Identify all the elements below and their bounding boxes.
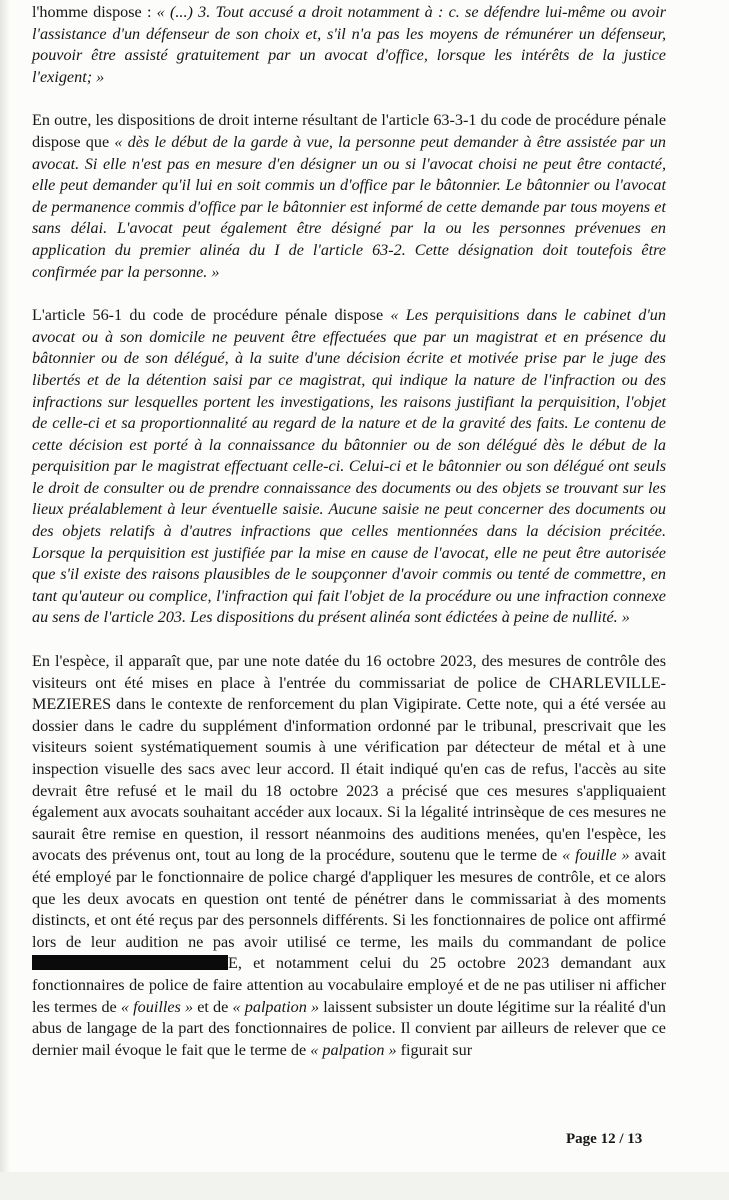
redacted-name — [32, 955, 228, 970]
document-body — [32, 2, 666, 1083]
page-edge-shadow — [0, 0, 10, 1200]
paragraph-text: avait été employé par le fonctionnaire de police chargé d'appliquer les mesures de contrôle, et ce alors que les deux avocats en question ont tenté de pénétrer dans le commissariat à des moments distincts, et ont été reçus par des personnels différents. Si les fonctionnaires de police ont affirmé lors de leur audition ne pas avoir utilisé ce terme, les mails du commandant de police — [32, 846, 666, 951]
quoted-term: « palpation » — [232, 997, 320, 1016]
paragraph-text: En l'espèce, il apparaît que, par une note datée du 16 octobre 2023, des mesures de contrôle des visiteurs ont été mises en place à l'entrée du commissariat de police de CHARLEVILLE-MEZIERES dans le contexte de renforcement du plan Vigipirate. Cette note, qui a été versée au dossier dans le cadre du supplément d'information ordonné par le tribunal, prescrivait que les visiteurs soient systématiquement soumis à une vérification par détecteur de métal et à une inspection visuelle des sacs avec leur accord. Il était indiqué qu'en cas de refus, l'accès au site devrait être refusé et le mail du 18 octobre 2023 a précisé que ces mesures s'appliquaient également aux avocats souhaitant accéder aux locaux. Si la légalité intrinsèque de ces mesures ne saurait être remise en question, il ressort néanmoins des auditions menées, qu'en l'espèce, les avocats des prévenus ont, tout au long de la procédure, soutenu que le terme de — [32, 652, 666, 865]
paragraph-en-l-espece — [32, 651, 666, 1061]
redacted-suffix: E — [228, 954, 238, 973]
paragraph-cedh-quote — [32, 2, 666, 88]
paragraph-article-56-1 — [32, 305, 666, 629]
page-bottom-edge — [0, 1172, 729, 1200]
quoted-term: « palpation » — [310, 1040, 397, 1059]
paragraph-text: , et notamment celui du 25 octobre 2023 demandant aux fonctionnaires de police de faire attention au vocabulaire employé et de ne pas utiliser ni afficher les termes de — [32, 954, 666, 1016]
paragraph-text: figurait sur — [396, 1040, 473, 1059]
paragraph-lead: l'homme dispose : — [32, 3, 157, 21]
paragraph-text: et de — [193, 997, 233, 1016]
paragraph-lead: En outre, les dispositions de droit interne résultant de l'article 63-3-1 du code de procédure pénale dispose que — [32, 111, 666, 151]
paragraph-quote: « dès le début de la garde à vue, la personne peut demander à être assistée par un avocat. Si elle n'est pas en mesure d'en désigner un ou si l'avocat choisi ne peut être contacté, elle peut demander qu'il lui en soit commis un d'office par le bâtonnier. Le bâtonnier ou l'avocat de permanence commis d'office par le bâtonnier est informé de cette demande par tous moyens et sans délai. L'avocat peut également être désigné par la ou les personnes prévenues en application du premier alinéa du I de l'article 63-2. Cette désignation doit toutefois être confirmée par la personne. » — [32, 132, 666, 281]
quoted-term: « fouille » — [562, 846, 630, 865]
quoted-term: « fouilles » — [120, 997, 194, 1016]
paragraph-quote: « (...) 3. Tout accusé a droit notamment à : c. se défendre lui-même ou avoir l'assistance d'un défenseur de son choix et, s'il n'a pas les moyens de rémunérer un défenseur, pouvoir être assisté gratuitement par un avocat d'office, lorsque les intérêts de la justice l'exigent; » — [32, 3, 666, 86]
paragraph-article-63-3-1 — [32, 110, 666, 283]
paragraph-text: laissent subsister un doute légitime sur la réalité d'un abus de langage de la part des fonctionnaires de police. Il convient par ailleurs de relever que ce dernier mail évoque le fait que le terme de — [32, 997, 666, 1059]
page-number: Page 12 / 13 — [566, 1131, 643, 1147]
paragraph-quote: « Les perquisitions dans le cabinet d'un avocat ou à son domicile ne peuvent être effectuées que par un magistrat et en présence du bâtonnier ou de son délégué, à la suite d'une décision écrite et motivée prise par le juge des libertés et de la détention saisi par ce magistrat, qui indique la nature de l'infraction ou des infractions sur lesquelles portent les investigations, les raisons justifiant la perquisition, l'objet de celle-ci et sa proportionnalité au regard de la nature et de la gravité des faits. Le contenu de cette décision est porté à la connaissance du bâtonnier ou de son délégué dès le début de la perquisition par le magistrat effectuant celle-ci. Celui-ci et le bâtonnier ou son délégué ont seuls le droit de consulter ou de prendre connaissance des documents ou des objets se trouvant sur les lieux préalablement à leur éventuelle saisie. Aucune saisie ne peut concerner des documents ou des objets relatifs à d'autres infractions que celles mentionnées dans la décision précitée. Lorsque la perquisition est justifiée par la mise en cause de l'avocat, elle ne peut être autorisée que s'il existe des raisons plausibles de le soupçonner d'avoir commis ou tenté de commettre, en tant qu'auteur ou complice, l'infraction qui fait l'objet de la procédure ou une infraction connexe au sens de l'article 203. Les dispositions du présent alinéa sont édictées à peine de nullité. » — [32, 306, 666, 627]
paragraph-lead: L'article 56-1 du code de procédure pénale dispose — [32, 306, 391, 325]
